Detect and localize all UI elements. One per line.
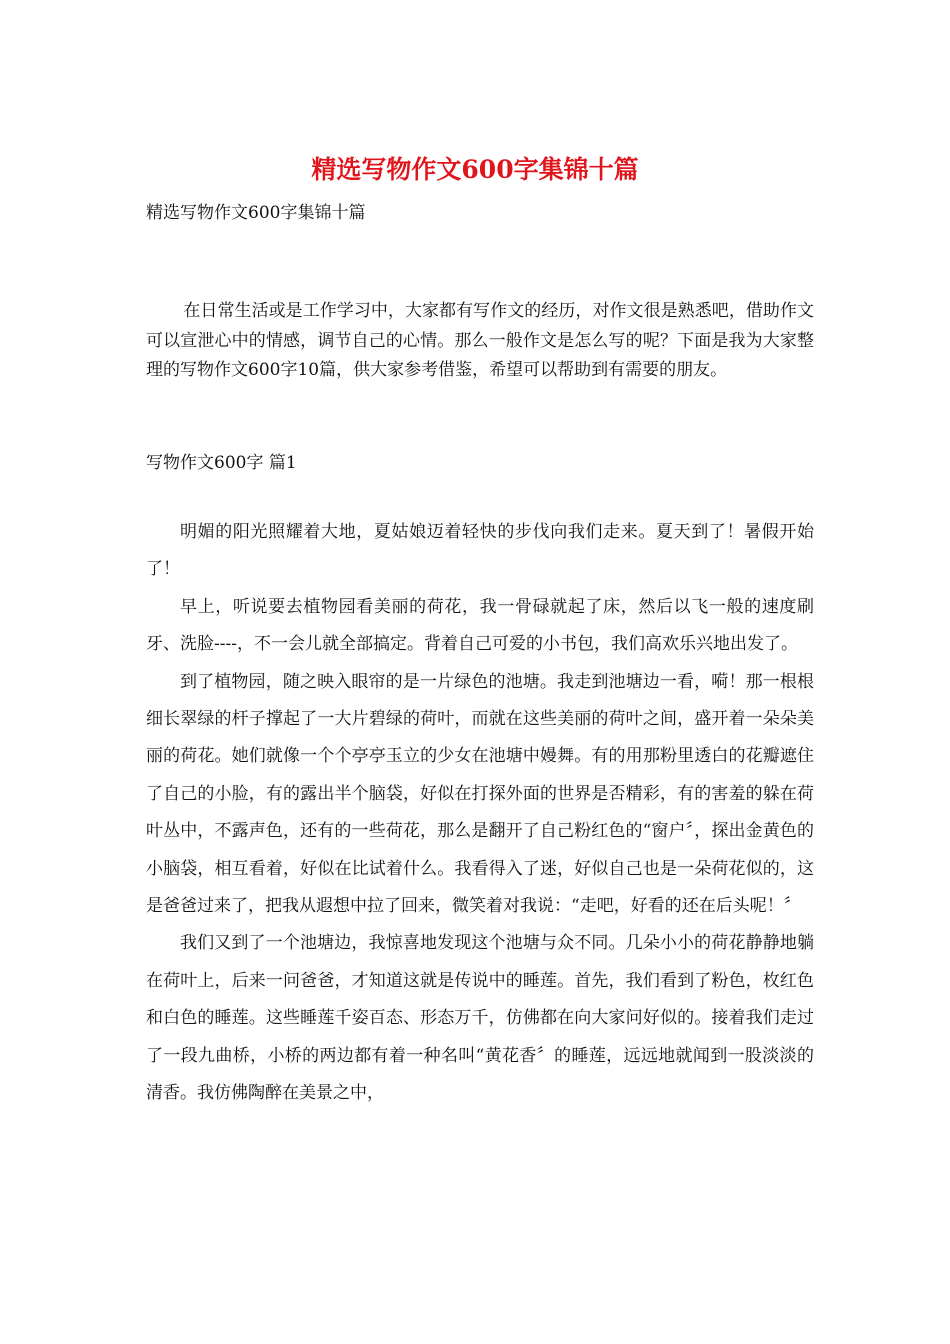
- section-heading: 写物作文600字 篇1: [146, 453, 297, 473]
- essay-paragraph-3: 到了植物园，随之映入眼帘的是一片绿色的池塘。我走到池塘边一看，嗬！那一根根细长翠绿的杆子撑起了一大片碧绿的荷叶，而就在这些美丽的荷叶之间，盛开着一朵朵美丽的荷花。她们就像一个个亭亭玉立的少女在池塘中嫚舞。有的用那粉里透白的花瓣遮住了自己的小脸，有的露出半个脑袋，好似在打探外面的世界是否精彩，有的害羞的躲在荷叶丛中，不露声色，还有的一些荷花，那么是翻开了自己粉红色的“窗户〞，探出金黄色的小脑袋，相互看着，好似在比试着什么。我看得入了迷，好似自己也是一朵荷花似的，这是爸爸过来了，把我从遐想中拉了回来，微笑着对我说：“走吧，好看的还在后头呢！〞: [146, 671, 814, 917]
- document-title: 精选写物作文600字集锦十篇: [311, 155, 639, 184]
- document-subtitle: 精选写物作文600字集锦十篇: [146, 203, 366, 223]
- essay-body: [146, 514, 814, 1113]
- intro-paragraph: 在日常生活或是工作学习中，大家都有写作文的经历，对作文很是熟悉吧，借助作文可以宣泄心中的情感，调节自己的心情。那么一般作文是怎么写的呢？下面是我为大家整理的写物作文600字10篇，供大家参考借鉴，希望可以帮助到有需要的朋友。: [146, 301, 814, 380]
- intro-block: [146, 297, 814, 386]
- essay-paragraph-4: 我们又到了一个池塘边，我惊喜地发现这个池塘与众不同。几朵小小的荷花静静地躺在荷叶上，后来一问爸爸，才知道这就是传说中的睡莲。首先，我们看到了粉色，枚红色和白色的睡莲。这些睡莲千姿百态、形态万千，仿佛都在向大家问好似的。接着我们走过了一段九曲桥，小桥的两边都有着一种名叫“黄花香〞的睡莲，远远地就闻到一股淡淡的清香。我仿佛陶醉在美景之中，: [146, 933, 814, 1104]
- essay-paragraph-1: 明媚的阳光照耀着大地，夏姑娘迈着轻快的步伐向我们走来。夏天到了！暑假开始了！: [146, 522, 814, 580]
- essay-paragraph-2: 早上，听说要去植物园看美丽的荷花，我一骨碌就起了床，然后以飞一般的速度刷牙、洗脸----，不一会儿就全部搞定。背着自己可爱的小书包，我们高欢乐兴地出发了。: [146, 596, 814, 655]
